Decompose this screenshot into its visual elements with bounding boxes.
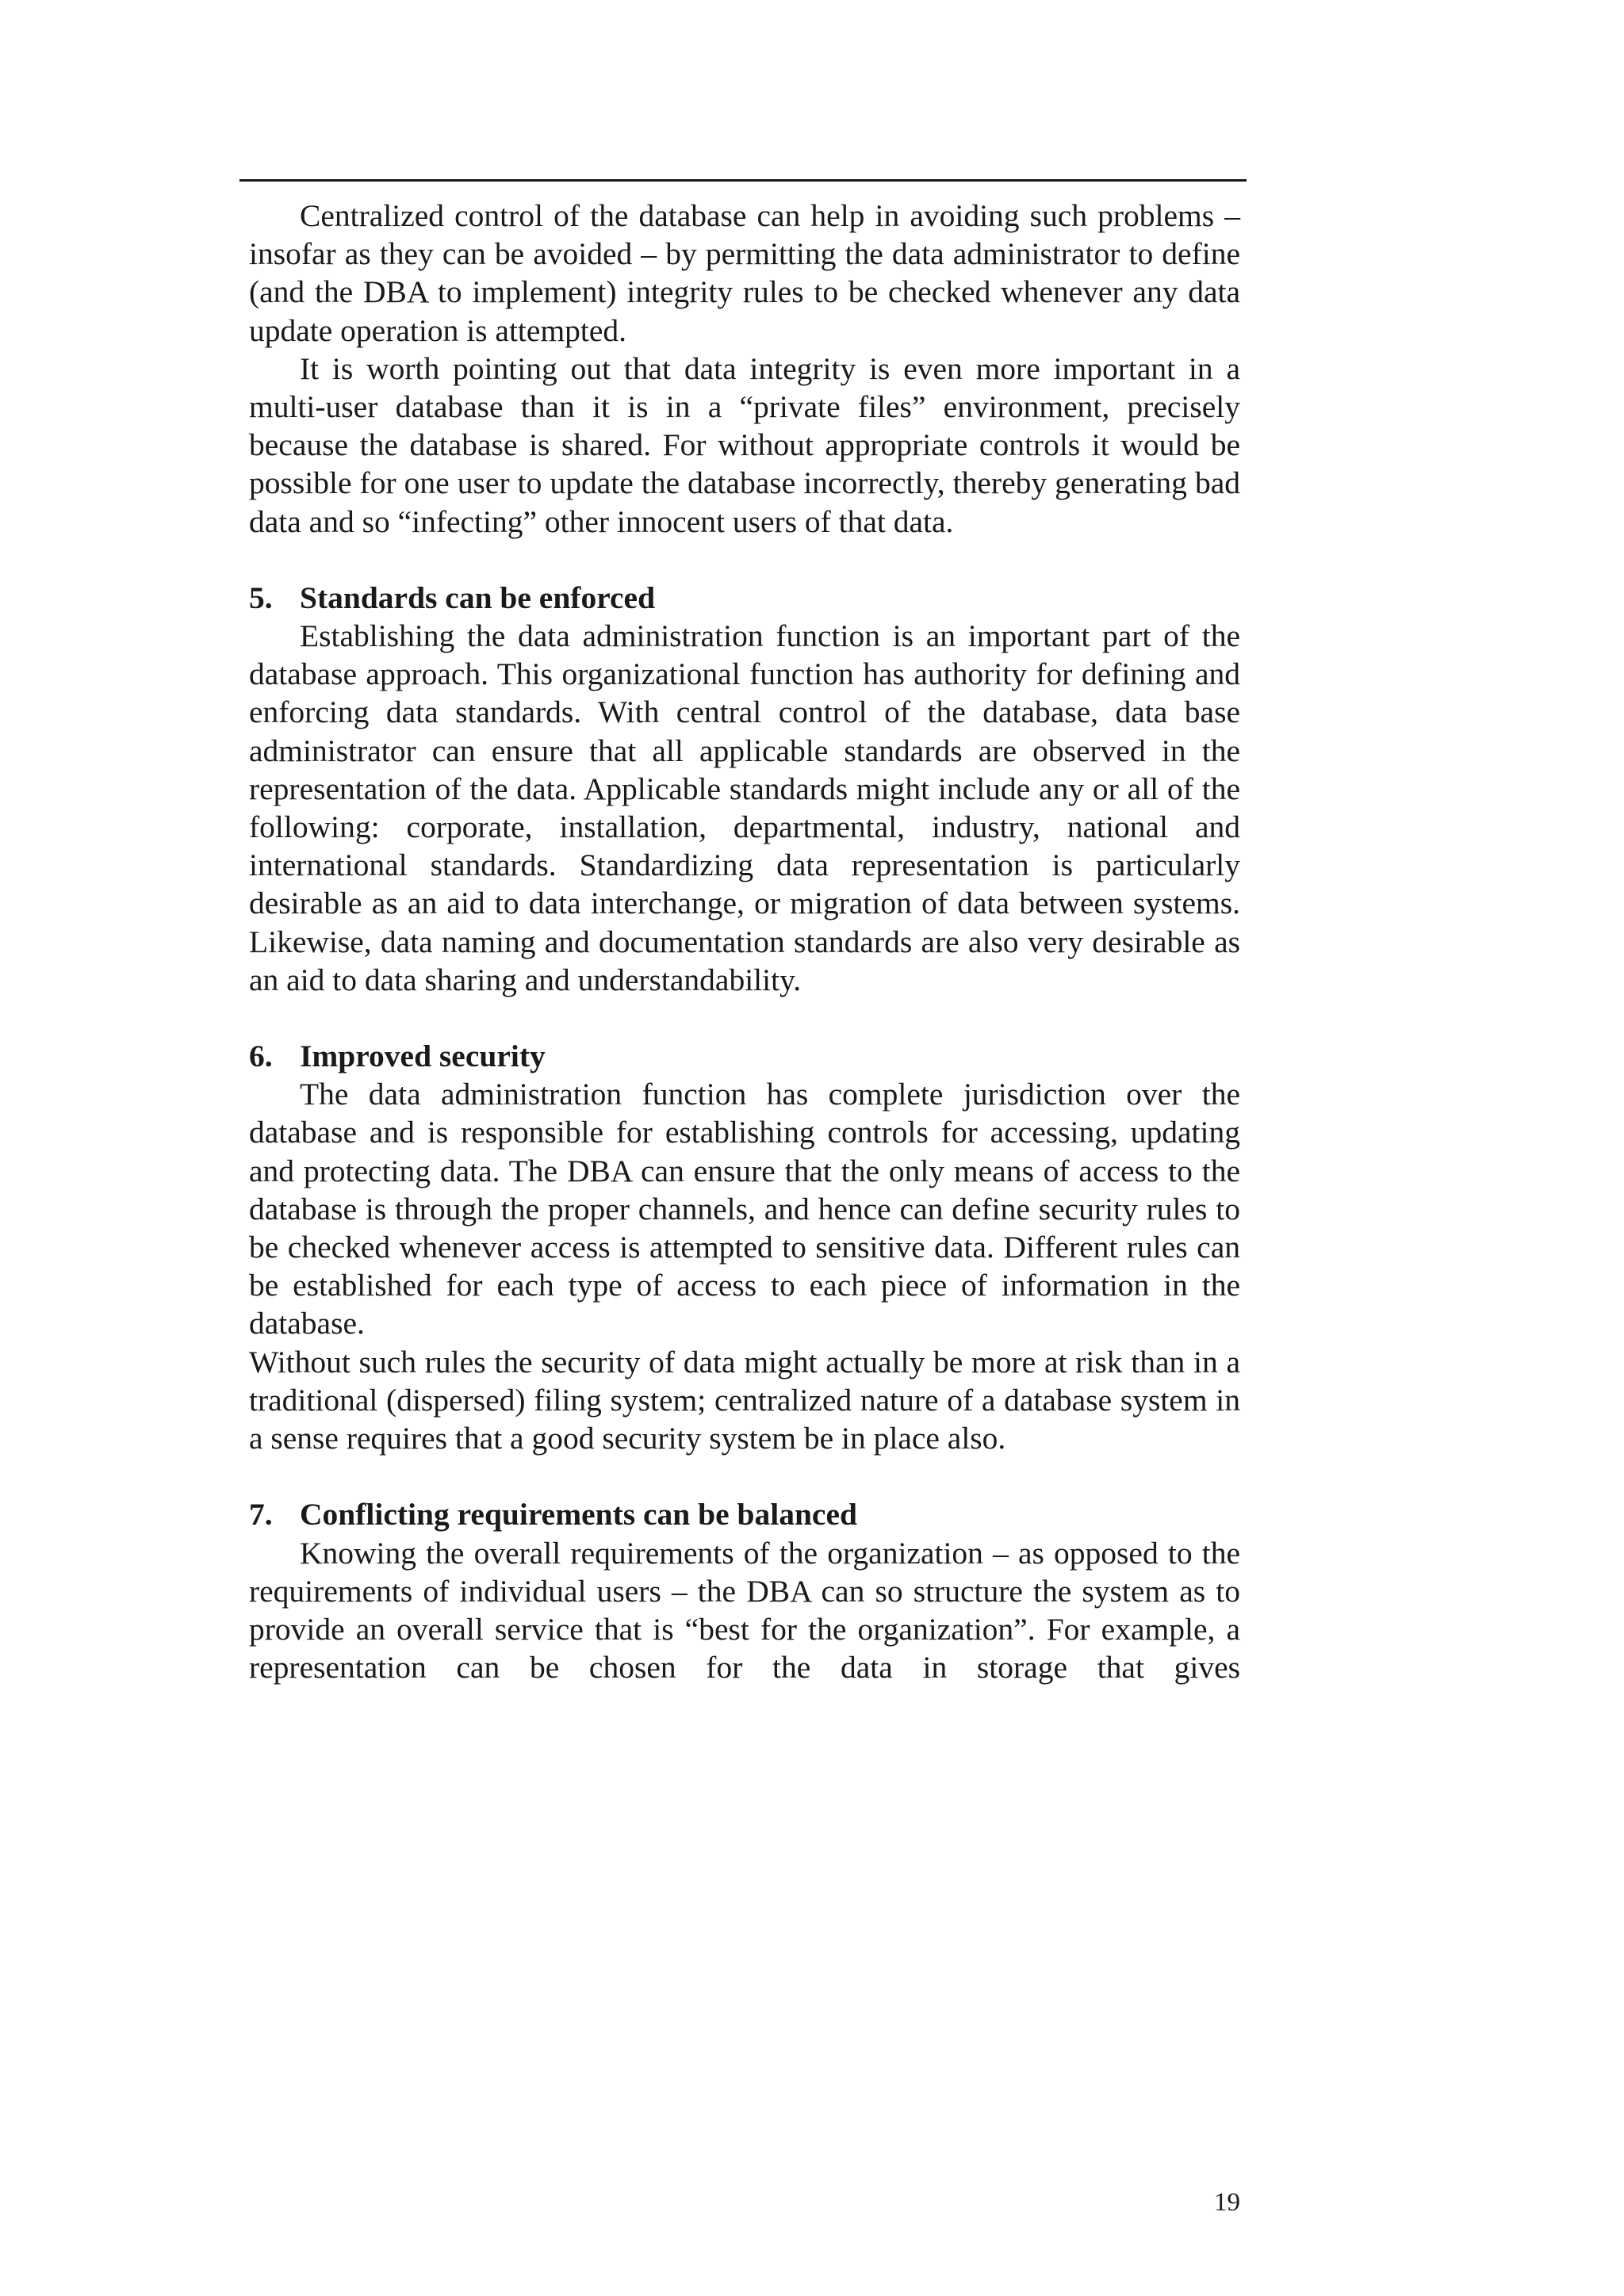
section-conflicting-requirements	[249, 1495, 1240, 1686]
section-title: Conflicting requirements can be balanced	[300, 1497, 857, 1533]
section-standards	[249, 579, 1240, 999]
section-paragraph: Without such rules the security of data might actually be more at risk than in a traditional (dispersed) filing system; centralized nature of a database system in a sense requires that a good security system be in place also.	[249, 1344, 1240, 1456]
section-paragraph: Establishing the data administration function is an important part of the database approach. This organizational function has authority for defining and enforcing data standards. With central control of the database, data base administrator can ensure that all applicable standards are observed in the representation of the data. Applicable standards might include any or all of the following: corporate, installation, departmental, industry, national and international standards. Standardizing data representation is particularly desirable as an aid to data interchange, or migration of data between systems. Likewise, data naming and documentation standards are also very desirable as an aid to data sharing and understandability.	[249, 618, 1240, 997]
section-paragraph: Knowing the overall requirements of the organization – as opposed to the requirements of individual users – the DBA can so structure the system as to provide an overall service that is “best for the organization”. For example, a representation can be chosen for the data in storage that gives	[249, 1535, 1240, 1686]
section-heading	[249, 1495, 1240, 1533]
section-heading	[249, 1037, 1240, 1075]
section-heading	[249, 579, 1240, 617]
section-number: 5.	[249, 580, 273, 615]
section-title: Improved security	[300, 1039, 546, 1074]
section-title: Standards can be enforced	[300, 580, 656, 615]
intro-paragraph-1: Centralized control of the database can help in avoiding such problems – insofar as they can be avoided – by permitting the data administrator to define (and the DBA to implement) integrity rules to be checked whenever any data update operation is attempted.	[249, 198, 1240, 348]
section-number: 6.	[249, 1039, 273, 1074]
section-paragraph: The data administration function has complete jurisdiction over the database and is responsible for establishing controls for accessing, updating and protecting data. The DBA can ensure that the only means of access to the database is through the proper channels, and hence can define security rules to be checked whenever access is attempted to sensitive data. Different rules can be established for each type of access to each piece of information in the database.	[249, 1077, 1240, 1341]
page-body	[249, 197, 1240, 1686]
section-security	[249, 1037, 1240, 1457]
page-number: 19	[1214, 2188, 1240, 2217]
section-number: 7.	[249, 1497, 273, 1533]
header-rule	[239, 179, 1247, 182]
intro-paragraph-2: It is worth pointing out that data integrity is even more important in a multi-user database than it is in a “private files” environment, precisely because the database is shared. For without appropriate controls it would be possible for one user to update the database incorrectly, thereby generating bad data and so “infecting” other innocent users of that data.	[249, 350, 1240, 539]
